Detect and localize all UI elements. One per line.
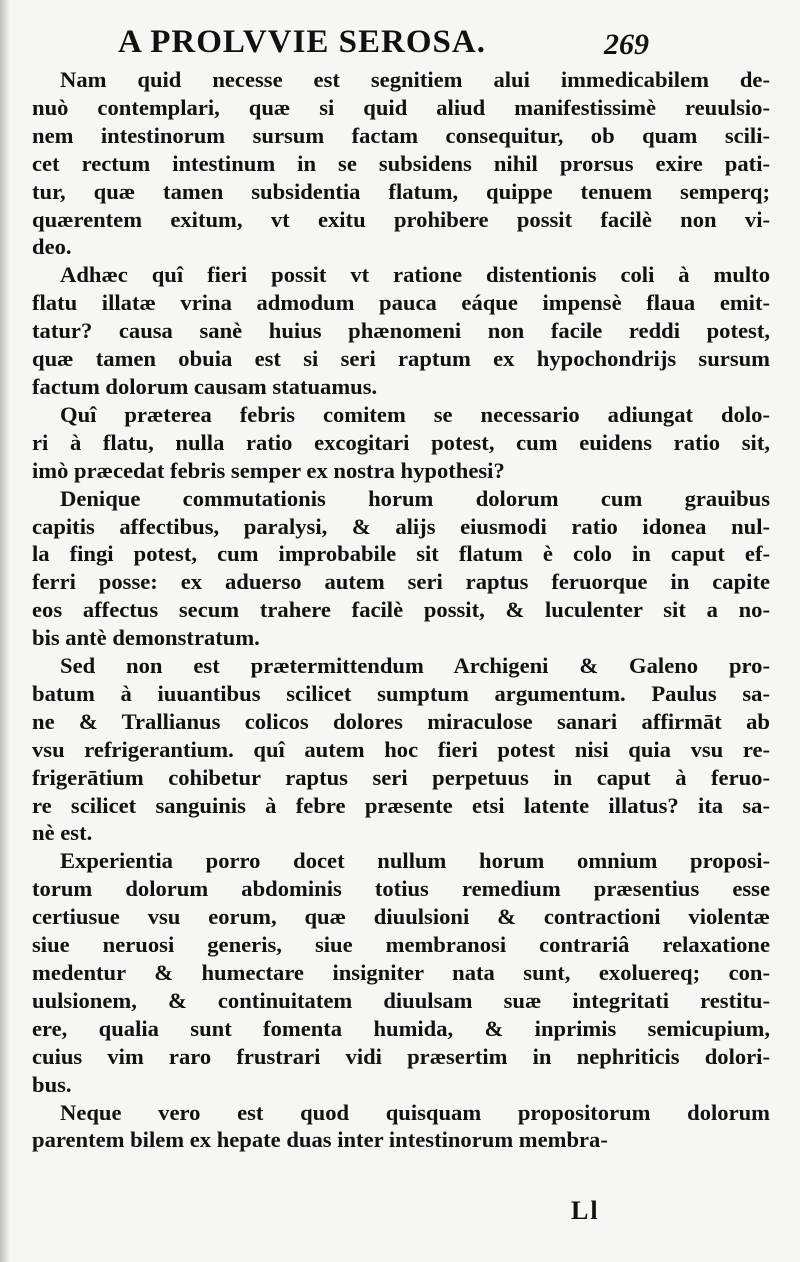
page-header [0,18,800,66]
page-number: 269 [604,28,649,61]
signature-mark: Ll [571,1196,600,1225]
text-line: ne & Trallianus colicos dolores miraculose sanari affirmāt ab [32,708,770,734]
text-line: quærentem exitum, vt exitu prohibere possit facilè non vi- [32,206,770,232]
text-line: certiusue vsu eorum, quæ diuulsioni & contractioni violentæ [32,904,770,930]
text-line: quæ tamen obuia est si seri raptum ex hypochondrijs sursum [32,346,770,372]
text-line: tur, quæ tamen subsidentia flatum, quippe tenuem semperq; [32,178,770,204]
paragraph [32,847,770,1098]
page-edge-shadow [0,0,10,1262]
body-text [32,66,770,1154]
paragraph [32,485,770,652]
text-line: Nam quid necesse est segnitiem alui immedicabilem de- [60,67,770,92]
text-line: bis antè demonstratum. [32,625,260,651]
text-line: re scilicet sanguinis à febre præsente etsi latente illatus? ita sa- [32,792,770,818]
text-line: ere, qualia sunt fomenta humida, & inprimis semicupium, [32,1015,770,1041]
text-line: batum à iuuantibus scilicet sumptum argumentum. Paulus sa- [32,680,770,706]
text-line: vsu refrigerantium. quî autem hoc fieri potest nisi quia vsu re- [32,736,770,762]
text-line: Quî præterea febris comitem se necessario adiungat dolo- [60,401,770,427]
text-line: nem intestinorum sursum factam consequitur, ob quam scili- [32,122,770,148]
text-line: frigerātium cohibetur raptus seri perpetuus in caput à feruo- [32,764,770,790]
text-line: uulsionem, & continuitatem diuulsam suæ integritati restitu- [32,987,770,1013]
text-line: ri à flatu, nulla ratio excogitari potest, cum euidens ratio sit, [32,429,770,455]
text-line: Denique commutationis horum dolorum cum grauibus [60,485,770,511]
paragraph [32,1099,770,1155]
paragraph [32,401,770,485]
text-line: ferri posse: ex aduerso autem seri raptus feruorque in capite [32,569,770,595]
text-line: cuius vim raro frustrari vidi præsertim in nephriticis dolori- [32,1043,770,1069]
text-line: Sed non est prætermittendum Archigeni & Galeno pro- [60,653,770,679]
text-line: tatur? causa sanè huius phænomeni non facile reddi potest, [32,318,770,344]
paragraph [32,652,770,847]
text-line: bus. [32,1071,72,1097]
text-line: capitis affectibus, paralysi, & alijs eiusmodi ratio idonea nul- [32,513,770,539]
text-line: Adhæc quî fieri possit vt ratione distentionis coli à multo [60,262,770,288]
text-line: Neque vero est quod quisquam propositorum dolorum [60,1099,770,1125]
running-title: A PROLVVIE SEROSA. [118,24,486,60]
text-line: imò præcedat febris semper ex nostra hypothesi? [32,457,505,483]
text-line: parentem bilem ex hepate duas inter intestinorum membra- [32,1127,608,1153]
paragraph [32,261,770,401]
text-line: Experientia porro docet nullum horum omnium proposi- [60,848,770,874]
paragraph [32,66,770,261]
text-line: eos affectus secum trahere facilè possit, & luculenter sit a no- [32,597,770,623]
text-line: siue neruosi generis, siue membranosi contrariâ relaxatione [32,932,770,958]
text-line: nuò contemplari, quæ si quid aliud manifestissimè reuulsio- [32,94,770,120]
text-line: deo. [32,234,72,260]
text-line: torum dolorum abdominis totius remedium præsentius esse [32,876,770,902]
text-line: nè est. [32,820,93,846]
text-line: flatu illatæ vrina admodum pauca eáque impensè flaua emit- [32,290,770,316]
text-line: cet rectum intestinum in se subsidens nihil prorsus exire pati- [32,150,770,176]
text-line: factum dolorum causam statuamus. [32,373,378,399]
text-line: la fingi potest, cum improbabile sit flatum è colo in caput ef- [32,541,770,567]
text-line: medentur & humectare insigniter nata sunt, exoluereq; con- [32,960,770,985]
